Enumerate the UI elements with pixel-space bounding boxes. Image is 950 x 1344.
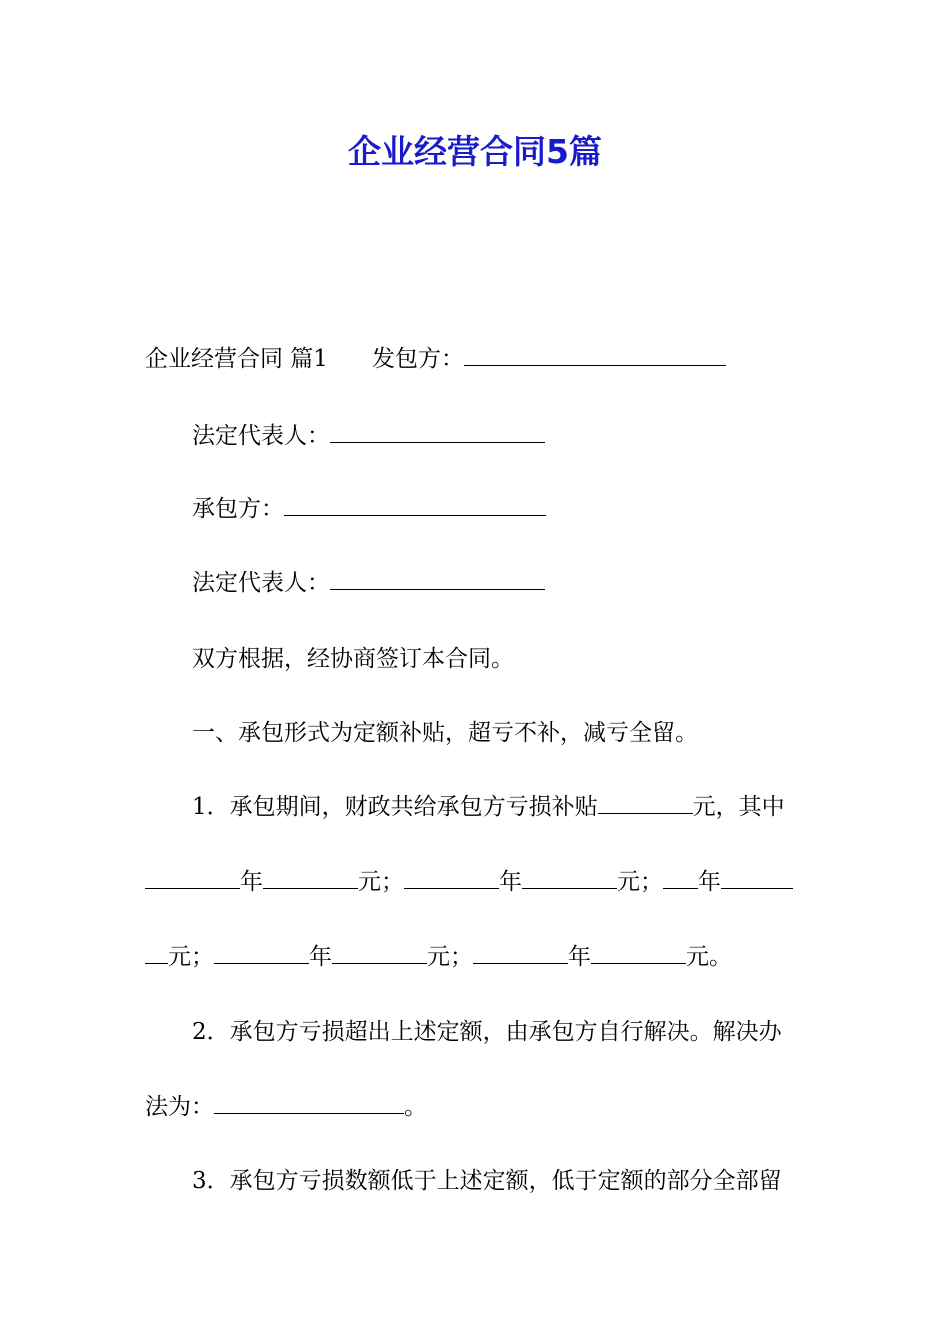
year-blank[interactable] <box>473 943 568 964</box>
item-1-line <box>145 791 857 823</box>
item-2-cont-line <box>145 1091 810 1123</box>
year-breakdown-line-1 <box>145 866 810 898</box>
amount-blank[interactable] <box>721 868 793 889</box>
subsidy-total-blank[interactable] <box>598 793 693 814</box>
rep-b-line <box>145 567 857 599</box>
year-blank[interactable] <box>145 868 240 889</box>
party-a-blank[interactable] <box>464 345 726 366</box>
item-2-paragraph: 2．承包方亏损超出上述定额，由承包方自行解决。解决办 <box>192 1019 782 1045</box>
separator: ； <box>640 869 663 895</box>
rep-a-label: 法定代表人： <box>192 423 330 449</box>
separator: ； <box>191 944 214 970</box>
unit-year: 年 <box>698 869 721 895</box>
rep-b-blank[interactable] <box>330 569 545 590</box>
item-2-cont: 法为： <box>145 1094 214 1120</box>
unit-yuan: 元 <box>168 944 191 970</box>
rep-b-label: 法定代表人： <box>192 570 330 596</box>
unit-yuan: 元 <box>427 944 450 970</box>
amount-blank[interactable] <box>591 943 686 964</box>
amount-blank[interactable] <box>145 943 168 964</box>
year-breakdown-line-2 <box>145 941 810 973</box>
year-blank[interactable] <box>663 868 698 889</box>
end-period: 。 <box>404 1094 427 1120</box>
unit-yuan: 元 <box>692 794 716 820</box>
rep-a-blank[interactable] <box>330 422 545 443</box>
amount-blank[interactable] <box>263 868 358 889</box>
document-title: 企业经营合同5篇 <box>348 132 602 171</box>
resolution-blank[interactable] <box>214 1093 404 1114</box>
year-blank[interactable] <box>404 868 499 889</box>
unit-year: 年 <box>240 869 263 895</box>
unit-year: 年 <box>499 869 522 895</box>
section-label: 企业经营合同 篇1 <box>145 346 328 372</box>
unit-year: 年 <box>309 944 332 970</box>
party-a-label: 发包方： <box>371 346 464 372</box>
unit-year: 年 <box>568 944 591 970</box>
separator: ； <box>450 944 473 970</box>
rep-a-line <box>145 420 857 452</box>
year-blank[interactable] <box>214 943 309 964</box>
header-line <box>145 343 810 375</box>
unit-yuan: 元 <box>686 944 709 970</box>
amount-blank[interactable] <box>332 943 427 964</box>
item-3-paragraph: 3．承包方亏损数额低于上述定额，低于定额的部分全部留 <box>192 1168 782 1194</box>
unit-yuan: 元 <box>617 869 640 895</box>
clause-1-paragraph: 一、承包形式为定额补贴，超亏不补，减亏全留。 <box>192 720 698 746</box>
party-b-label: 承包方： <box>192 496 284 522</box>
separator: ； <box>381 869 404 895</box>
item-1-text: 1．承包期间，财政共给承包方亏损补贴 <box>192 794 598 820</box>
party-b-line <box>145 493 857 525</box>
party-b-blank[interactable] <box>284 495 546 516</box>
intro-paragraph: 双方根据，经协商签订本合同。 <box>192 646 514 672</box>
unit-yuan: 元 <box>358 869 381 895</box>
item-1-end: ，其中 <box>715 794 785 820</box>
amount-blank[interactable] <box>522 868 617 889</box>
end-period: 。 <box>709 944 732 970</box>
